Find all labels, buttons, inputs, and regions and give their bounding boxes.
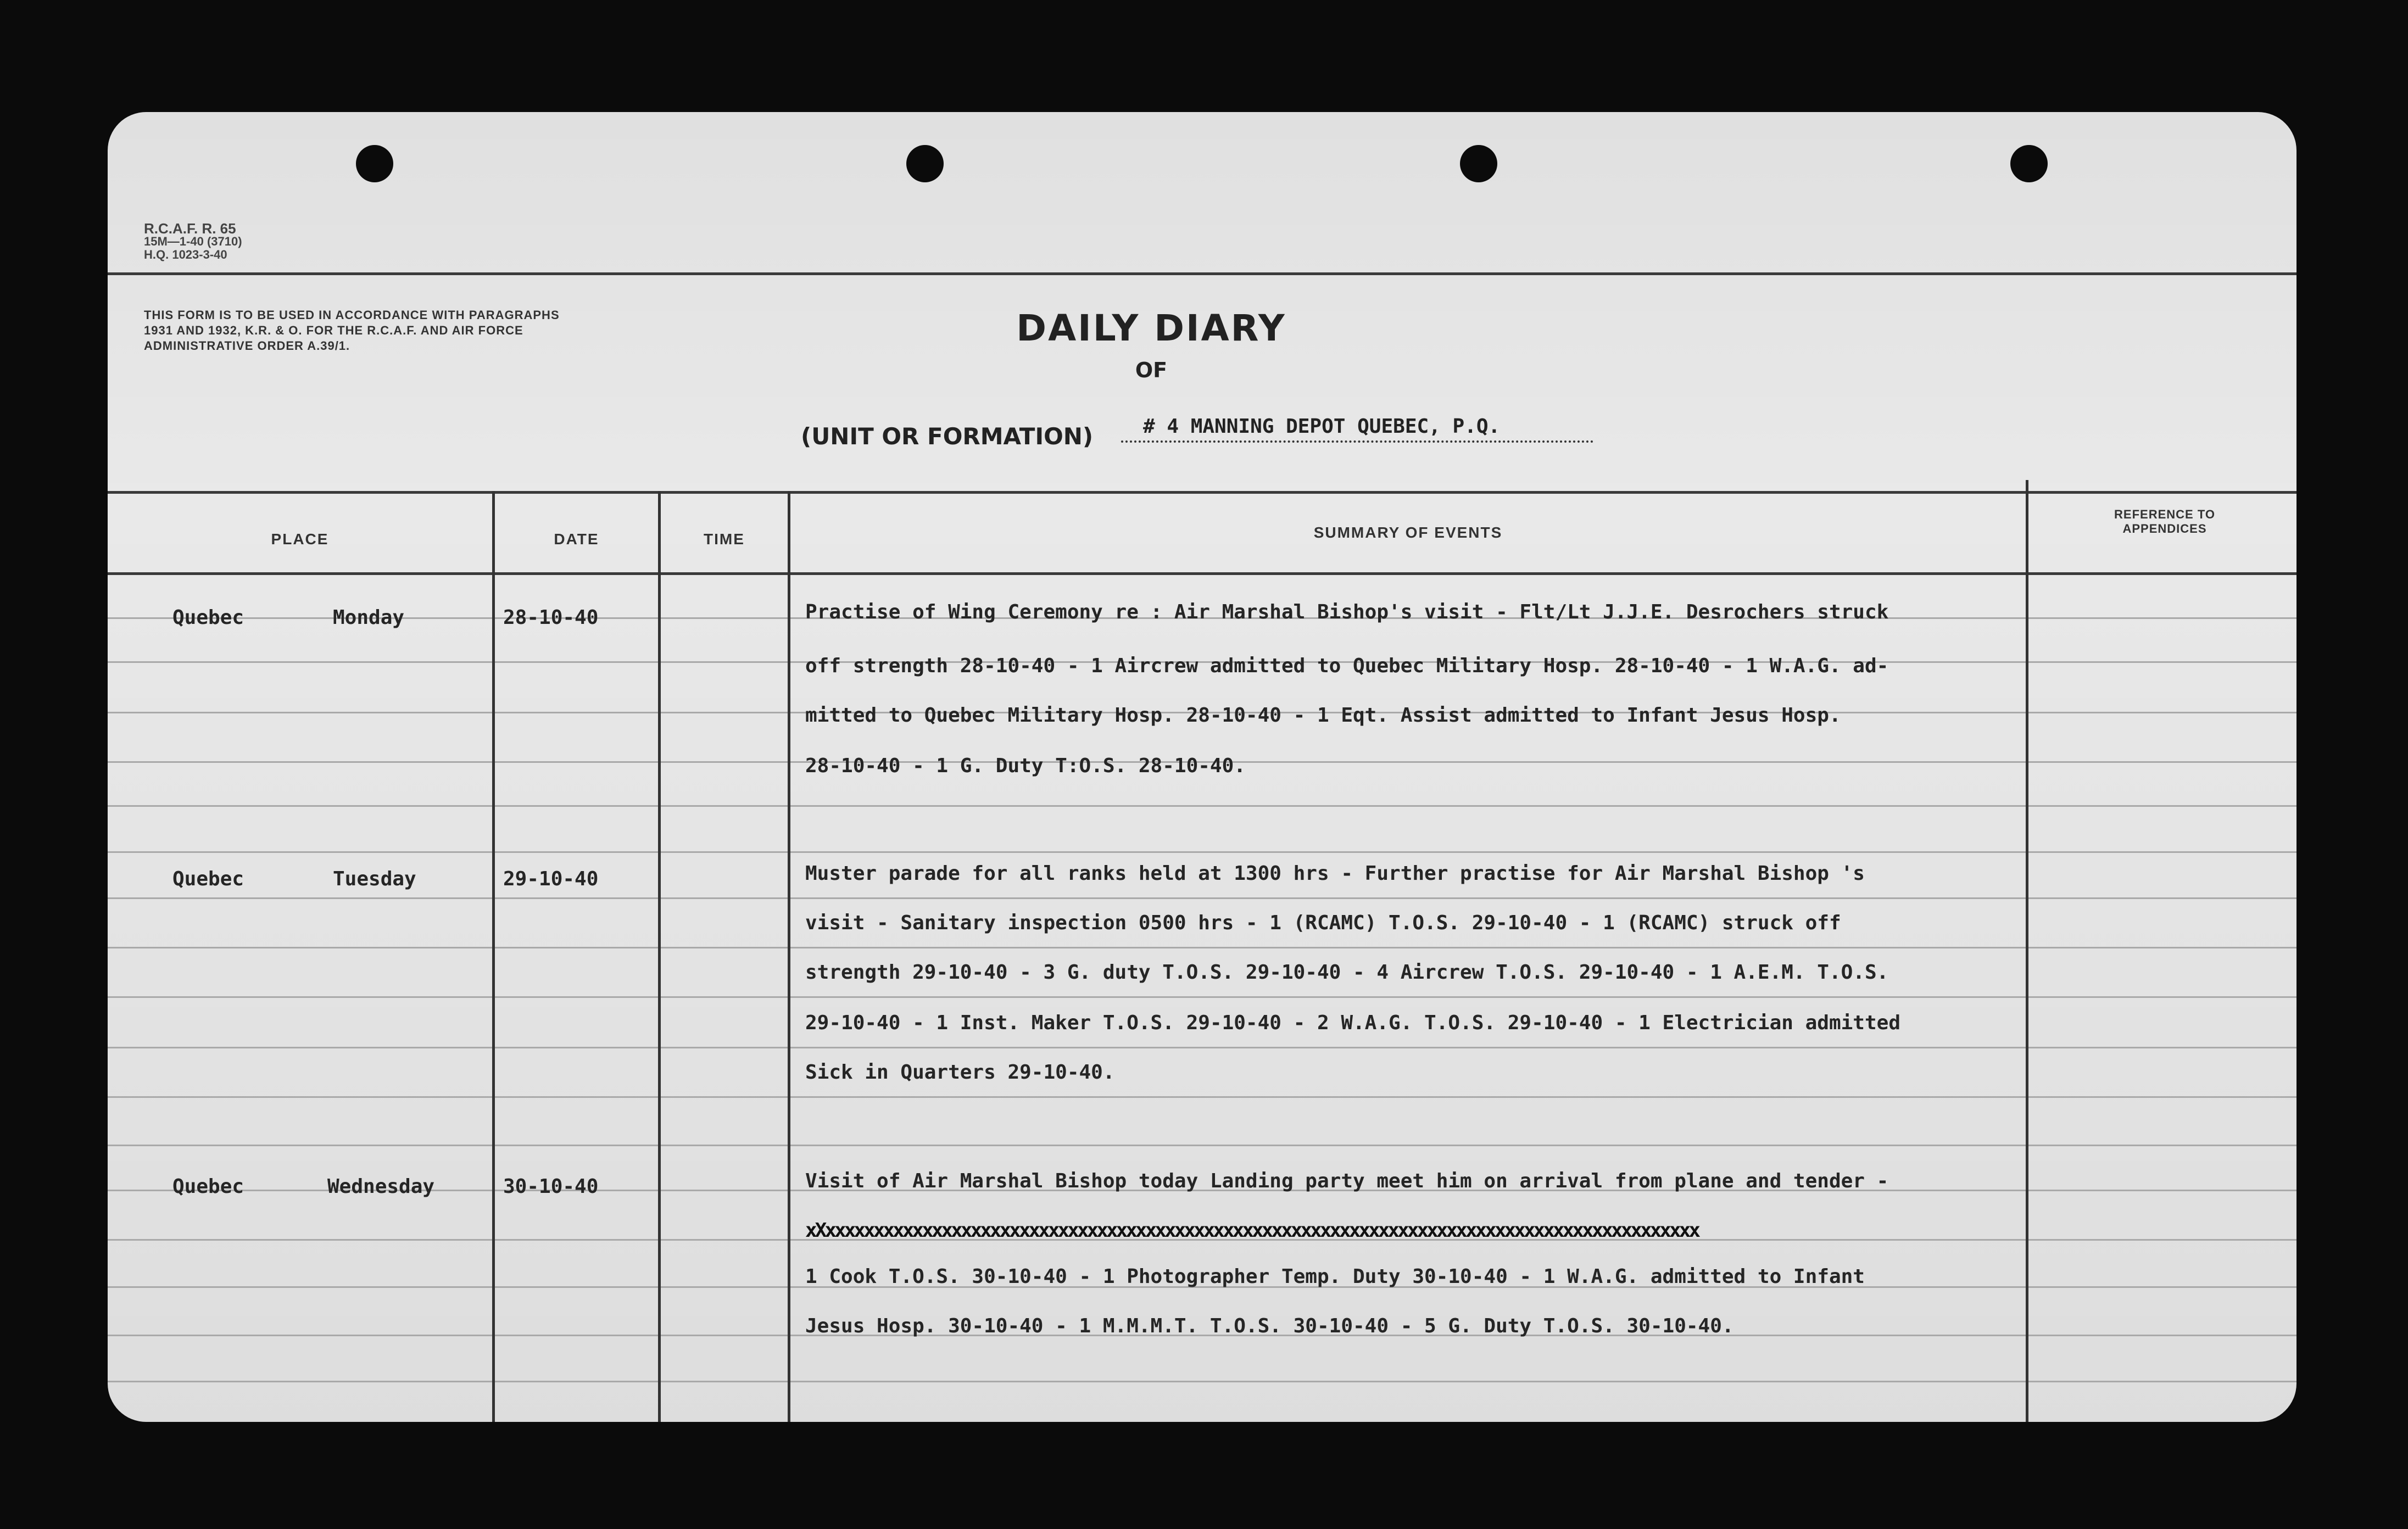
column-header-reference: REFERENCE TO APPENDICES (2114, 507, 2215, 535)
summary-line: mitted to Quebec Military Hosp. 28-10-40 - 1 Eqt. Assist admitted to Infant Jesus Hosp. (805, 704, 1841, 727)
entry-place: Quebec (172, 1175, 244, 1198)
summary-line: 1 Cook T.O.S. 30-10-40 - 1 Photographer Temp. Duty 30-10-40 - 1 W.A.G. admitted to Infant (805, 1265, 1865, 1288)
diary-form (108, 112, 2296, 1422)
entry-place: Quebec (172, 606, 244, 629)
form-code-line: H.Q. 1023-3-40 (144, 248, 227, 261)
form-code-line: R.C.A.F. R. 65 (144, 220, 236, 237)
column-header-time: TIME (704, 531, 745, 548)
punch-hole (2010, 145, 2048, 182)
summary-line: off strength 28-10-40 - 1 Aircrew admitted to Quebec Military Hosp. 28-10-40 - 1 W.A.G. ad- (805, 655, 1889, 677)
summary-line: Visit of Air Marshal Bishop today Landing party meet him on arrival from plane and tender - (805, 1170, 1889, 1192)
entry-day: Tuesday (333, 868, 416, 890)
punch-hole (906, 145, 944, 182)
column-header-date: DATE (554, 531, 599, 548)
entry-day: Monday (333, 606, 405, 629)
summary-line: 28-10-40 - 1 G. Duty T:O.S. 28-10-40. (805, 755, 1246, 777)
summary-line: Jesus Hosp. 30-10-40 - 1 M.M.M.T. T.O.S. 30-10-40 - 5 G. Duty T.O.S. 30-10-40. (805, 1315, 1734, 1337)
unit-label: (UNIT OR FORMATION) (801, 423, 1094, 450)
entry-date: 30-10-40 (503, 1175, 599, 1198)
summary-line: Sick in Quarters 29-10-40. (805, 1061, 1115, 1084)
summary-line: Practise of Wing Ceremony re : Air Marshal Bishop's visit - Flt/Lt J.J.E. Desrochers struck (805, 601, 1889, 623)
column-divider (492, 491, 495, 1422)
punch-hole (1460, 145, 1497, 182)
entry-place: Quebec (172, 868, 244, 890)
summary-line: Muster parade for all ranks held at 1300 hrs - Further practise for Air Marshal Bishop 's (805, 862, 1865, 885)
entry-date: 29-10-40 (503, 868, 599, 890)
page-title: DAILY DIARY (1016, 307, 1286, 349)
punch-hole (356, 145, 393, 182)
summary-line: strength 29-10-40 - 3 G. duty T.O.S. 29-10-40 - 4 Aircrew T.O.S. 29-10-40 - 1 A.E.M. T.O.S. (805, 961, 1889, 984)
header-bottom-rule (108, 572, 2296, 575)
unit-value: # 4 MANNING DEPOT QUEBEC, P.Q. (1121, 411, 1593, 443)
header-rule (108, 272, 2296, 275)
column-divider (2026, 480, 2028, 1422)
column-divider (658, 491, 661, 1422)
form-instruction: THIS FORM IS TO BE USED IN ACCORDANCE WITH PARAGRAPHS 1931 AND 1932, K.R. & O. FOR THE R.C.A.F. AND AIR FORCE ADMINISTRATIVE ORDER A.39/1. (144, 308, 560, 353)
column-divider (788, 491, 790, 1422)
struck-out-line: xXxxxxxxxxxxxxxxxxxxxxxxxxxxxxxxxxxxxxxxxxxxxxxxxxxxxxxxxxxxxxxxxxxxxxxxxxxxxxxxxxxxxxxxxxxx (805, 1219, 1698, 1242)
summary-line: visit - Sanitary inspection 0500 hrs - 1 (RCAMC) T.O.S. 29-10-40 - 1 (RCAMC) struck off (805, 912, 1841, 934)
entry-date: 28-10-40 (503, 606, 599, 629)
title-of: OF (1135, 358, 1168, 382)
column-header-place: PLACE (271, 531, 329, 548)
column-header-summary: SUMMARY OF EVENTS (1313, 524, 1503, 541)
entry-day: Wednesday (327, 1175, 435, 1198)
table-top-rule (108, 491, 2296, 494)
form-code (144, 222, 287, 261)
form-code-line: 15M—1-40 (3710) (144, 235, 242, 248)
summary-line: 29-10-40 - 1 Inst. Maker T.O.S. 29-10-40 - 2 W.A.G. T.O.S. 29-10-40 - 1 Electrician admitted (805, 1012, 1900, 1034)
